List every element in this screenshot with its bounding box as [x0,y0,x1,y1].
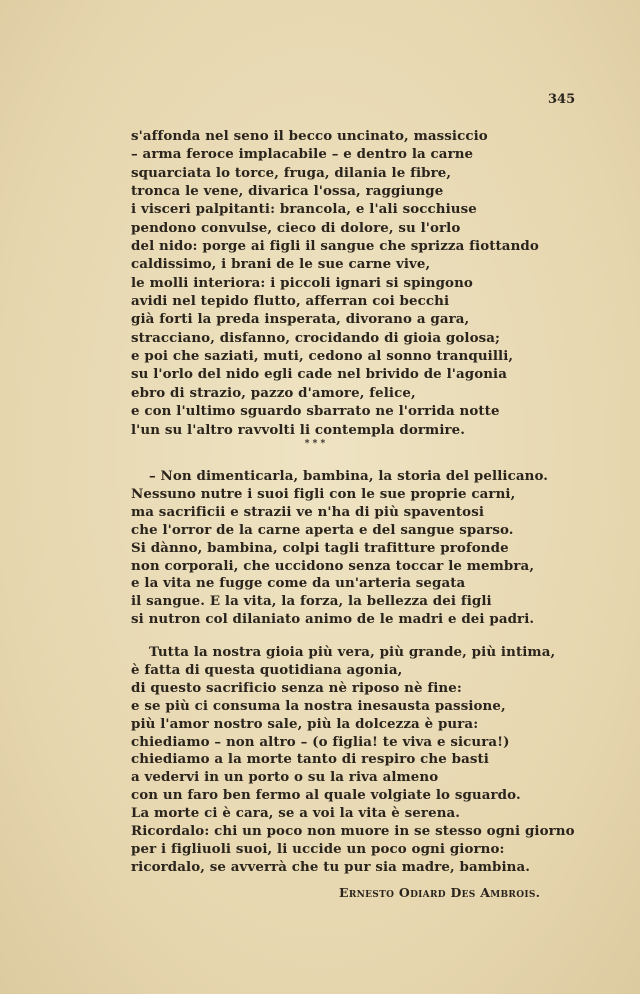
verse-line: del nido: porge ai figli il sangue che sprizza fiottando [131,238,539,255]
verse-line: chiediamo – non altro – (o figlia! te viva e sicura!) [131,733,510,750]
verse-line: – arma feroce implacabile – e dentro la carne [131,146,474,163]
verse-line: già forti la preda insperata, divorano a gara, [131,311,470,328]
verse-line: per i figliuoli suoi, li uccide un poco ogni giorno: [131,840,505,857]
verse-line: pendono convulse, cieco di dolore, su l'orlo [131,219,461,236]
verse-line: ma sacrificii e strazii ve n'ha di più spaventosi [131,503,485,520]
separator-text: * * * [304,439,326,449]
verse-line: e poi che saziati, muti, cedono al sonno tranquilli, [131,348,514,365]
verse-line: caldissimo, i brani de le sue carne vive, [131,256,431,273]
verse-line: i visceri palpitanti: brancola, e l'ali socchiuse [131,201,477,218]
verse-line: squarciata lo torce, fruga, dilania le fibre, [131,164,452,181]
verse-line: e la vita ne fugge come da un'arteria segata [131,575,466,592]
verse-line: Ricordalo: chi un poco non muore in se stesso ogni giorno [131,823,575,840]
verse-line: si nutron col dilaniato animo de le madri e dei padri. [131,611,535,628]
verse-line: le molli interiora: i piccoli ignari si spingono [131,274,473,291]
verse-line: Nessuno nutre i suoi figli con le sue proprie carni, [131,485,516,502]
verse-line: su l'orlo del nido egli cade nel brivido de l'agonia [131,366,508,383]
verse-line: – Non dimenticarla, bambina, la storia del pellicano. [149,468,548,484]
verse-line: più l'amor nostro sale, più la dolcezza è pura: [131,715,479,732]
verse-line: non corporali, che uccidono senza toccar le membra, [131,557,535,574]
verse-line: tronca le vene, divarica l'ossa, raggiunge [131,183,444,200]
verse-line: di questo sacrificio senza nè riposo nè fine: [131,679,462,696]
verse-line: stracciano, disfanno, crocidando di gioia golosa; [131,329,501,346]
verse-line: il sangue. E la vita, la forza, la bellezza dei figli [131,593,492,610]
verse-line: chiediamo a la morte tanto di respiro che basti [131,751,489,768]
verse-line: con un faro ben fermo al quale volgiate lo sguardo. [131,787,521,804]
verse-line: avidi nel tepido flutto, afferran coi becchi [131,293,450,310]
stanza-1 [131,127,551,439]
verse-line: La morte ci è cara, se a voi la vita è serena. [131,805,461,822]
verse-line: e se più ci consuma la nostra inesausta passione, [131,697,506,714]
verse-line: ricordalo, se avverrà che tu pur sia madre, bambina. [131,858,531,875]
verse-line: a vedervi in un porto o su la riva almeno [131,769,439,786]
verse-line: ebro di strazio, pazzo d'amore, felice, [131,384,416,401]
stanza-2 [131,468,551,629]
verse-line: che l'orror de la carne aperta e del sangue sparso. [131,521,514,538]
verse-line: è fatta di questa quotidiana agonia, [131,661,403,678]
verse-line: e con l'ultimo sguardo sbarrato ne l'orrida notte [131,403,500,420]
stanza-3 [131,644,575,877]
stanza-separator [300,440,330,460]
verse-line: Si dànno, bambina, colpi tagli trafitture profonde [131,539,509,556]
page-number: 345 [548,92,576,107]
verse-line: l'un su l'altro ravvolti li contempla dormire. [131,421,466,438]
verse-line: Tutta la nostra gioia più vera, più grande, più intima, [149,644,556,660]
author-signature: Ernesto Odiard Des Ambrois. [339,885,541,900]
verse-line: s'affonda nel seno il becco uncinato, massiccio [131,128,488,144]
